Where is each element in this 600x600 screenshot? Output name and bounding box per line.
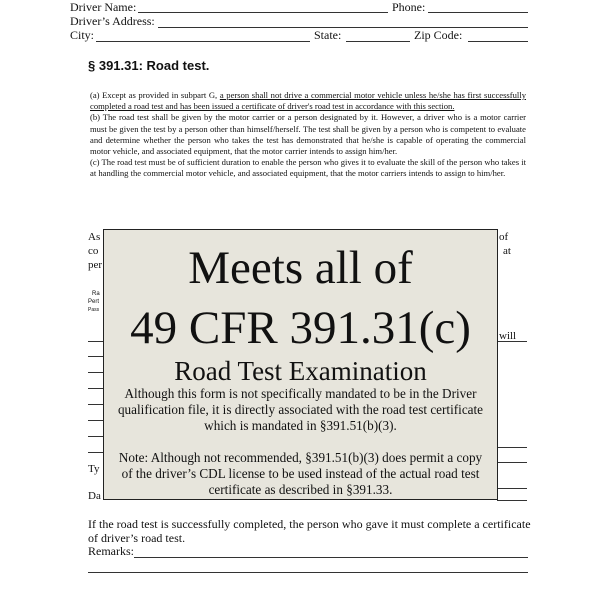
form-line — [88, 388, 104, 389]
notice-subtitle: Road Test Examination — [174, 356, 427, 386]
form-line — [88, 404, 104, 405]
zip-code-label: Zip Code: — [414, 28, 463, 42]
notice-headline-1: Meets all of — [188, 242, 413, 294]
drivers-address-label: Driver’s Address: — [70, 14, 155, 28]
form-line — [497, 500, 527, 501]
partial-text-per: per — [88, 259, 103, 271]
city-label: City: — [70, 28, 95, 42]
form-line — [88, 436, 104, 437]
zip-code-field[interactable] — [468, 41, 528, 42]
remarks-label: Remarks: — [88, 544, 134, 558]
form-line — [497, 462, 527, 463]
notice-paragraph-2: Note: Although not recommended, §391.51(b)(3) does permit a copy of the driver’s CDL license to be used instead of the actual road test certificate as described in §391.33. — [118, 450, 483, 497]
phone-field[interactable] — [428, 12, 528, 13]
city-field[interactable] — [96, 41, 310, 42]
driver-name-label: Driver Name: — [70, 0, 137, 14]
paragraph-b: (b) The road test shall be given by the motor carrier or a person designated by it. However, a driver who is a motor carrier must be given the test by a person other than himself/herself. The test shall be given by a person who is competent to evaluate and determine whether the person who takes the test has demonstrated that he/she is capable of operating the commercial motor vehicle, and associated equipment, that the motor carrier intends to assign him/her. — [90, 112, 526, 157]
partial-text-co: co — [88, 245, 99, 257]
paragraph-c: (c) The road test must be of sufficient duration to enable the person who gives it to evaluate the skill of the person who takes it at handling the commercial motor vehicle, and associated equipment, that the motor carriers intends to assign to him/her. — [90, 157, 526, 179]
state-field[interactable] — [346, 41, 410, 42]
form-line — [88, 356, 104, 357]
section-title: § 391.31: Road test. — [88, 58, 210, 73]
partial-text-as: As — [88, 231, 101, 243]
form-line — [497, 488, 527, 489]
paragraph-a-underlined: a person shall not drive a commercial motor vehicle unless he/she has first successfully completed a road test and has been issued a certificate of driver's road test in accordance with this section. — [90, 90, 527, 112]
partial-text-pass: Pass — [88, 307, 100, 313]
notice-headline-2: 49 CFR 391.31(c) — [130, 302, 471, 354]
partial-text-of: of — [499, 231, 509, 243]
remarks-field[interactable] — [134, 557, 528, 558]
partial-text-da: Da — [88, 490, 101, 502]
partial-text-pert: Pert — [88, 299, 100, 305]
state-label: State: — [314, 28, 342, 42]
notice-paragraph-1: Although this form is not specifically mandated to be in the Driver qualification file, it is directly associated with the road test certificate which is mandated in §391.51(b)(3). — [117, 386, 484, 433]
form-line — [497, 341, 527, 342]
driver-name-field[interactable] — [138, 12, 388, 13]
partial-text-ty: Ty — [88, 463, 100, 475]
form-line — [497, 447, 527, 448]
paragraph-a-prefix: (a) Except as provided in subpart G, — [90, 90, 220, 100]
remarks-field-line-2[interactable] — [88, 572, 528, 573]
form-line — [88, 372, 104, 373]
phone-label: Phone: — [392, 0, 426, 14]
form-line — [88, 452, 104, 453]
regulation-text — [90, 90, 526, 180]
partial-text-ra: Ra — [92, 291, 100, 297]
footer-text: If the road test is successfully completed, the person who gave it must complete a certificate of driver’s road test. — [88, 517, 531, 545]
paragraph-a — [90, 90, 526, 112]
form-line — [88, 341, 104, 342]
drivers-address-field[interactable] — [158, 27, 528, 28]
partial-text-will: will — [499, 330, 517, 342]
compliance-notice-box — [103, 229, 498, 500]
form-line — [88, 420, 104, 421]
partial-text-at: at — [503, 245, 511, 257]
